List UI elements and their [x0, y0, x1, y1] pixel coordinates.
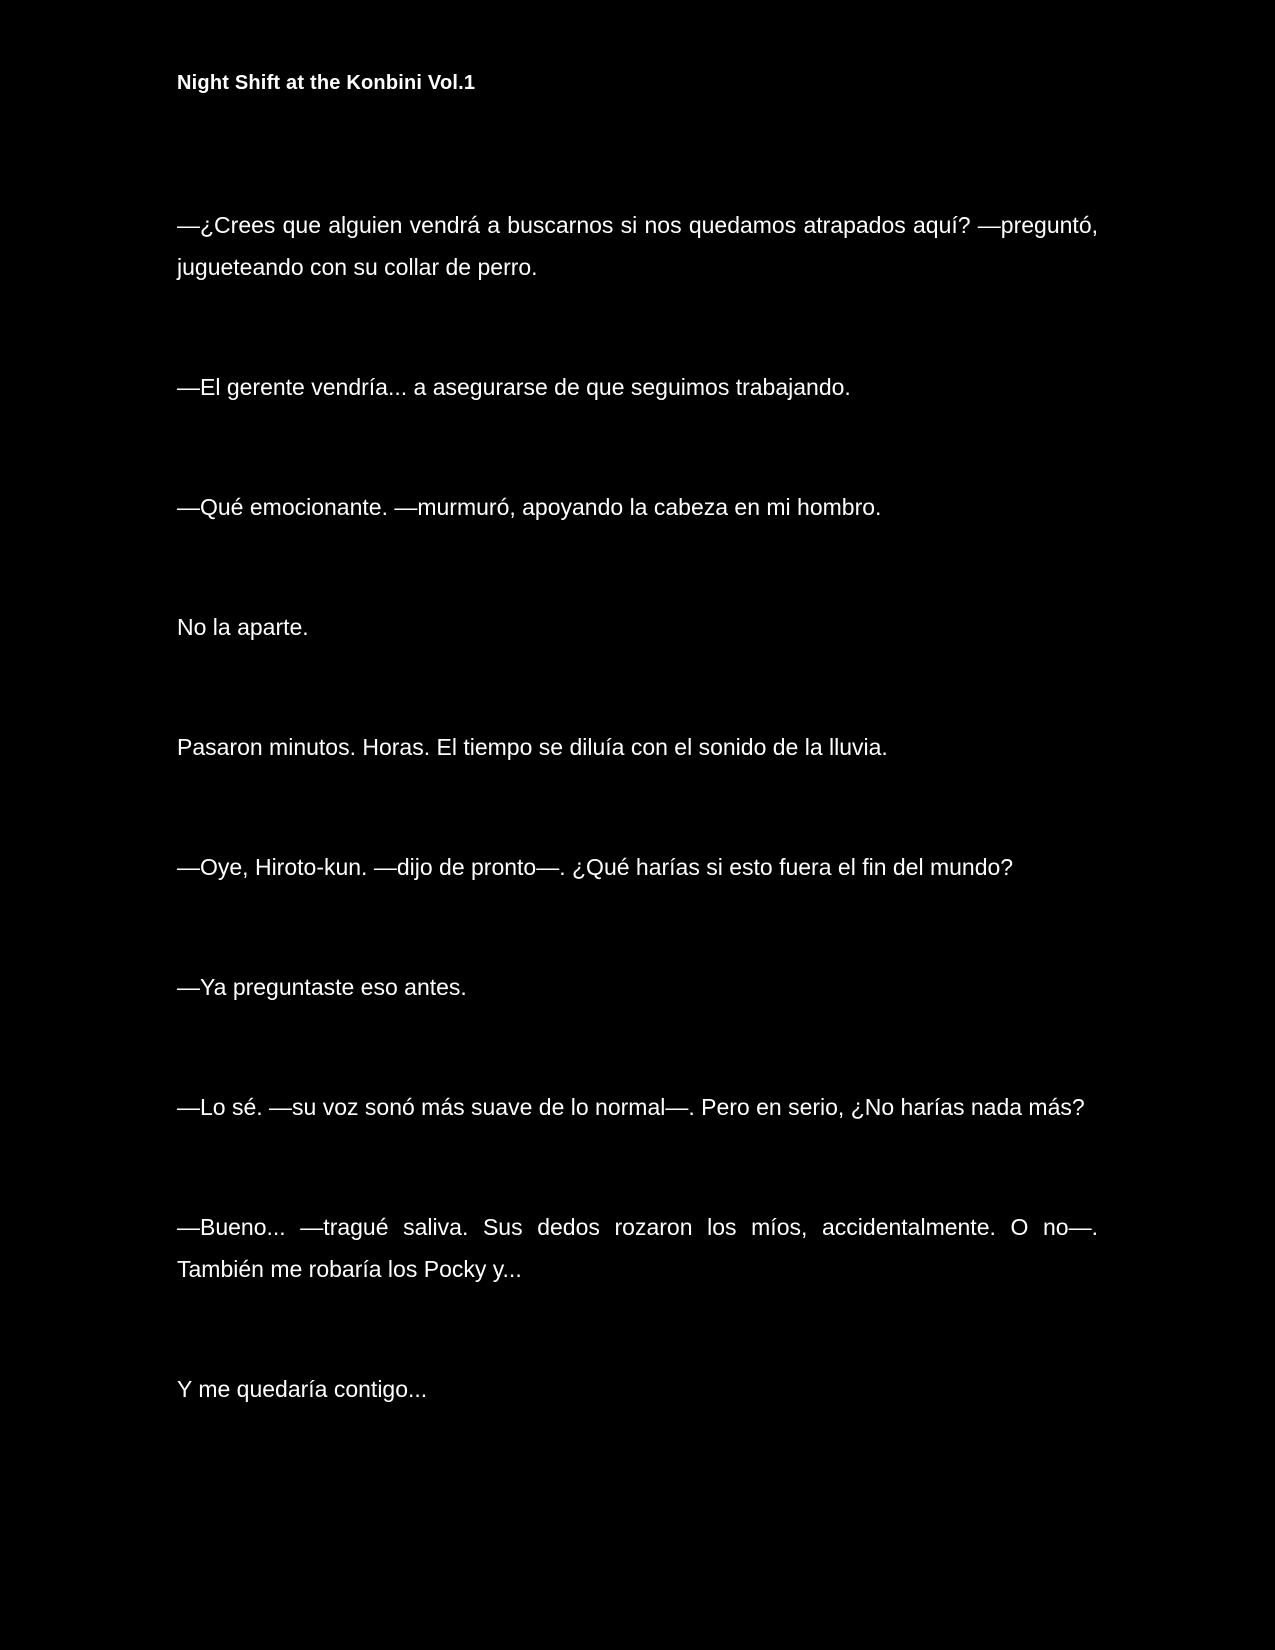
- paragraph: —Ya preguntaste eso antes.: [177, 974, 467, 1000]
- running-header: Night Shift at the Konbini Vol.1: [177, 72, 476, 94]
- paragraph: —¿Crees que alguien vendrá a buscarnos si nos quedamos atrapados aquí? —preguntó, jugueteando con su collar de perro.: [177, 212, 1098, 280]
- paragraph: —El gerente vendría... a asegurarse de que seguimos trabajando.: [177, 374, 851, 400]
- paragraph: —Oye, Hiroto-kun. —dijo de pronto—. ¿Qué harías si esto fuera el fin del mundo?: [177, 854, 1014, 880]
- paragraph: No la aparte.: [177, 614, 309, 640]
- paragraph: —Bueno... —tragué saliva. Sus dedos rozaron los míos, accidentalmente. O no—. También me robaría los Pocky y...: [177, 1214, 1098, 1282]
- body-text: [177, 204, 1098, 1488]
- paragraph: —Qué emocionante. —murmuró, apoyando la cabeza en mi hombro.: [177, 494, 882, 520]
- paragraph: Y me quedaría contigo...: [177, 1376, 428, 1402]
- paragraph: —Lo sé. —su voz sonó más suave de lo normal—. Pero en serio, ¿No harías nada más?: [177, 1094, 1085, 1120]
- paragraph: Pasaron minutos. Horas. El tiempo se diluía con el sonido de la lluvia.: [177, 734, 888, 760]
